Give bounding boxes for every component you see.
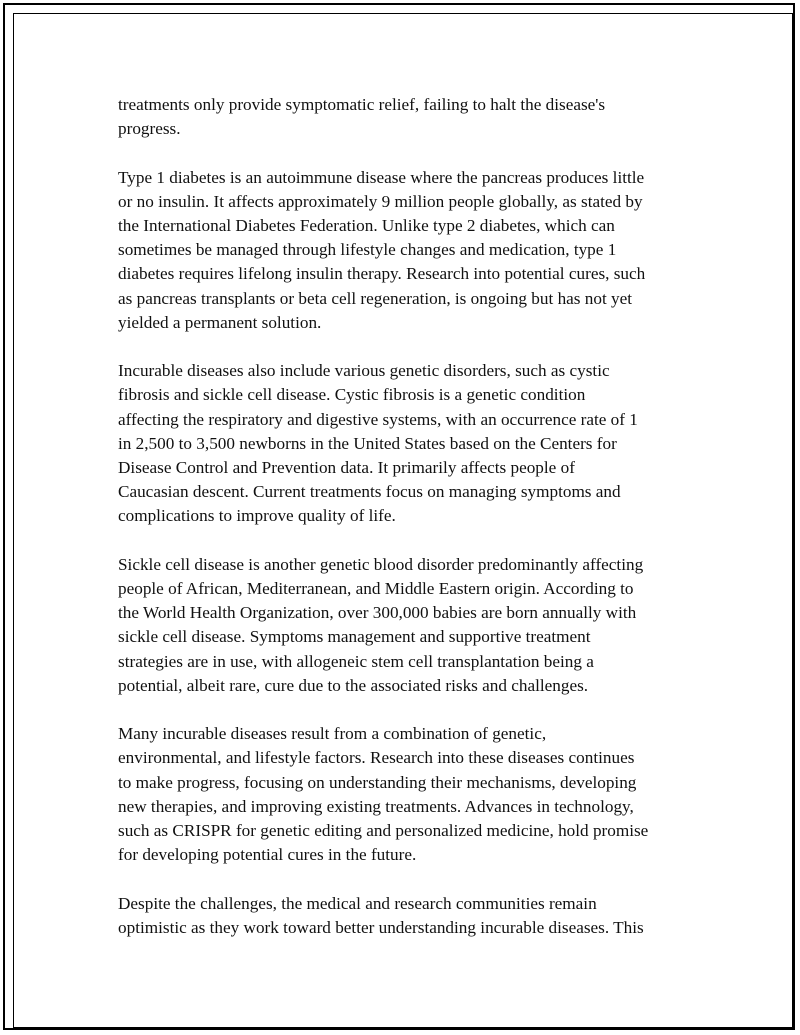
paragraph-6: Despite the challenges, the medical and research communities remain optimistic as they work toward better understanding incurable diseases. This — [118, 893, 644, 937]
paragraph-3: Incurable diseases also include various genetic disorders, such as cystic fibrosis and sickle cell disease. Cystic fibrosis is a genetic condition affecting the respiratory and digestive systems, with an occurrence rate of 1 in 2,500 to 3,500 newborns in the United States based on the Centers for Disease Control and Prevention data. It primarily affects people of Caucasian descent. Current treatments focus on managing symptoms and complications to improve quality of life. — [118, 361, 638, 526]
paragraph-5: Many incurable diseases result from a combination of genetic, environmental, and lifestyle factors. Research into these diseases continues to make progress, focusing on understanding their mechanisms, developing new therapies, and improving existing treatments. Advances in technology, such as CRISPR for genetic editing and personalized medicine, hold promise for developing potential cures in the future. — [118, 724, 649, 865]
paragraph-2: Type 1 diabetes is an autoimmune disease where the pancreas produces little or no insulin. It affects approximately 9 million people globally, as stated by the International Diabetes Federation. Unlike type 2 diabetes, which can sometimes be managed through lifestyle changes and medication, type 1 diabetes requires lifelong insulin therapy. Research into potential cures, such as pancreas transplants or beta cell regeneration, is ongoing but has not yet yielded a permanent solution. — [118, 167, 646, 332]
paragraph-1: treatments only provide symptomatic relief, failing to halt the disease's progress. — [118, 95, 606, 139]
paragraph-4: Sickle cell disease is another genetic blood disorder predominantly affecting people of African, Mediterranean, and Middle Eastern origin. According to the World Health Organization, over 300,000 babies are born annually with sickle cell disease. Symptoms management and supportive treatment strategies are in use, with allogeneic stem cell transplantation being a potential, albeit rare, cure due to the associated risks and challenges. — [118, 554, 644, 695]
document-body — [118, 93, 688, 964]
